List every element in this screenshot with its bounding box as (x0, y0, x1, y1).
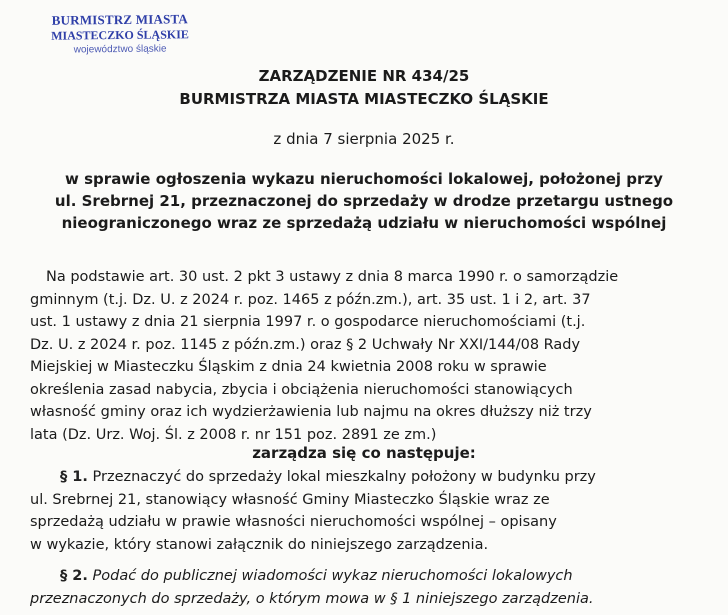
section-2-line (30, 565, 593, 588)
section-marker: § 1. (60, 469, 88, 485)
section-2-line: przeznaczonych do sprzedaży, o którym mowa w § 1 niniejszego zarządzenia. (30, 590, 594, 607)
section-1-line: sprzedażą udziału w prawie własności nieruchomości wspólnej – opisany (30, 514, 557, 530)
section-1-text: Przeznaczyć do sprzedaży lokal mieszkalny położony w budynku przy (92, 469, 596, 485)
subject-line: ul. Srebrnej 21, przeznaczonej do sprzedaży w drodze przetargu ustnego (54, 192, 674, 210)
section-2-paragraph (30, 565, 593, 610)
document-issuer: BURMISTRZA MIASTA MIASTECZKO ŚLĄSKIE (179, 90, 549, 108)
document-title: ZARZĄDZENIE NR 434/25 (258, 67, 470, 85)
legal-basis-line: ust. 1 ustawy z dnia 21 sierpnia 1997 r. o gospodarce nieruchomościami (t.j. (30, 314, 586, 330)
decree-heading: zarządza się co następuje: (252, 444, 476, 462)
legal-basis-line: własność gminy oraz ich wydzierżawienia lub najmu na okres dłuższy niż trzy (30, 404, 592, 420)
section-2-text: Podać do publicznej wiadomości wykaz nieruchomości lokalowych (92, 568, 573, 584)
section-1-paragraph (30, 466, 596, 556)
stamp-line-3: województwo śląskie (73, 43, 167, 56)
legal-basis-line: określenia zasad nabycia, zbycia i obciążenia nieruchomości stanowiących (30, 381, 573, 398)
section-1-line: ul. Srebrnej 21, stanowiący własność Gminy Miasteczko Śląskie wraz ze (30, 491, 550, 508)
legal-basis-line: gminnym (t.j. Dz. U. z 2024 r. poz. 1465 z późn.zm.), art. 35 ust. 1 i 2, art. 37 (30, 291, 591, 308)
section-1-line (30, 466, 596, 489)
legal-basis-line: Miejskiej w Miasteczku Śląskim z dnia 24 kwietnia 2008 roku w sprawie (30, 359, 547, 375)
document-date: z dnia 7 sierpnia 2025 r. (273, 130, 455, 148)
legal-basis-line: lata (Dz. Urz. Woj. Śl. z 2008 r. nr 151 poz. 2891 ze zm.) (30, 426, 437, 443)
document-subject (0, 168, 728, 234)
legal-basis-line: Dz. U. z 2024 r. poz. 1145 z późn.zm.) oraz § 2 Uchwały Nr XXI/144/08 Rady (30, 336, 581, 353)
legal-basis-paragraph (30, 266, 618, 446)
official-stamp (30, 11, 210, 57)
subject-line: nieograniczonego wraz ze sprzedażą udziału w nieruchomości wspólnej (61, 214, 667, 232)
section-1-line: w wykazie, który stanowi załącznik do niniejszego zarządzenia. (30, 536, 489, 553)
section-marker: § 2. (60, 568, 88, 584)
stamp-line-2: MIASTECZKO ŚLĄSKIE (51, 27, 189, 43)
subject-line: w sprawie ogłoszenia wykazu nieruchomości lokalowej, położonej przy (65, 170, 663, 188)
legal-basis-line: Na podstawie art. 30 ust. 2 pkt 3 ustawy z dnia 8 marca 1990 r. o samorządzie (46, 269, 619, 285)
stamp-line-1: BURMISTRZ MIASTA (51, 11, 189, 28)
